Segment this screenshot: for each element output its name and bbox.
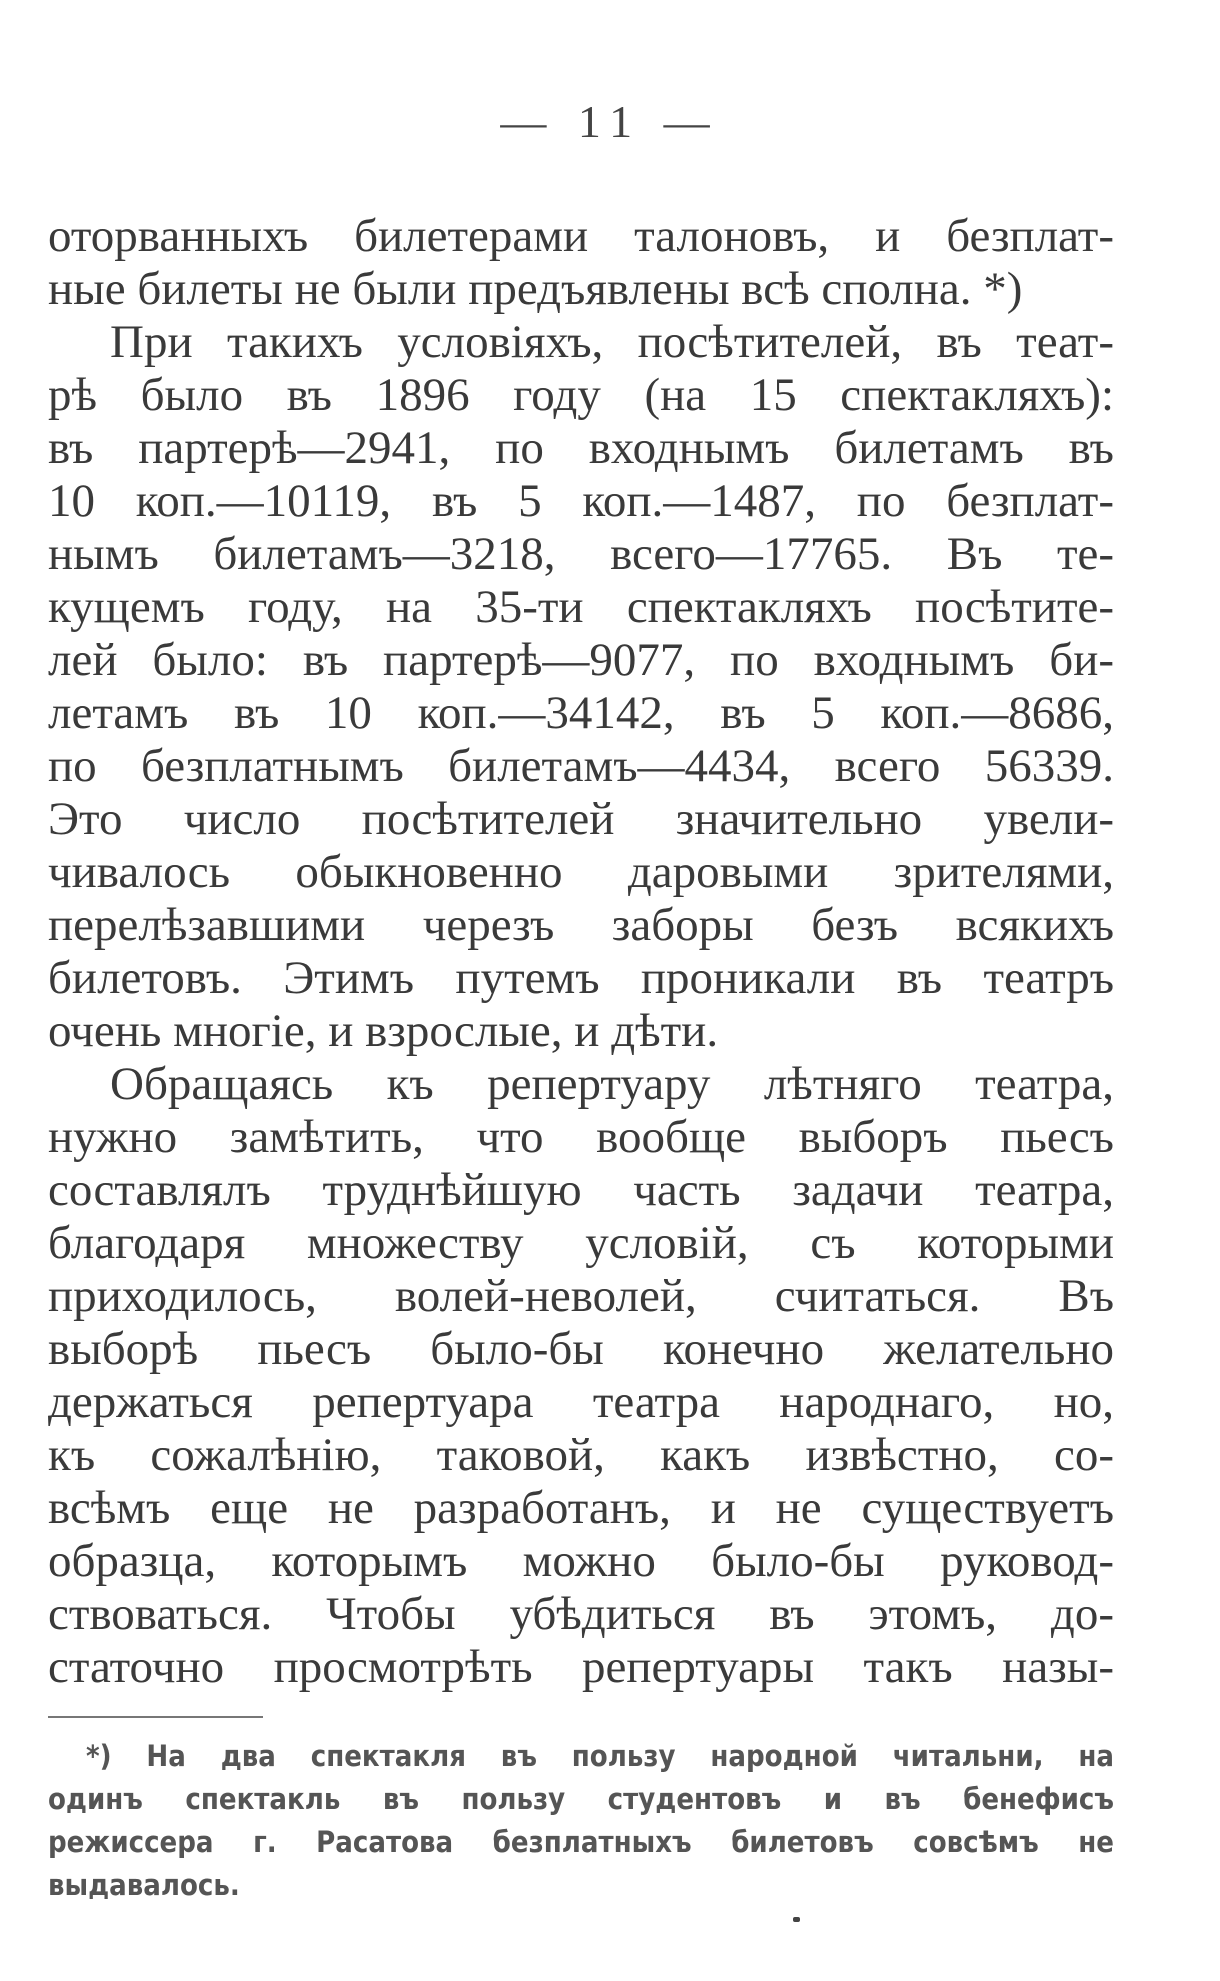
text-line: всѣмъ еще не разработанъ, и не существуетъ — [48, 1482, 1114, 1534]
footnote-divider — [48, 1716, 263, 1718]
text-line: ные билеты не были предъявлены всѣ сполна. *) — [48, 263, 1023, 315]
text-line: перелѣзавшими черезъ заборы безъ всякихъ — [48, 899, 1114, 951]
text-line: Это число посѣтителей значительно увели- — [48, 793, 1114, 845]
text-line: выборѣ пьесъ было-бы конечно желательно — [48, 1323, 1114, 1375]
text-line: образца, которымъ можно было-бы руковод- — [48, 1535, 1114, 1587]
ink-speck — [793, 1917, 800, 1922]
text-line: въ партерѣ—2941, по входнымъ билетамъ въ — [48, 422, 1114, 474]
text-line: При такихъ условіяхъ, посѣтителей, въ теат- — [110, 316, 1114, 368]
text-line: держаться репертуара театра народнаго, но, — [48, 1376, 1114, 1428]
text-line: къ сожалѣнію, таковой, какъ извѣстно, со- — [48, 1429, 1114, 1481]
footnote-line: выдавалось. — [48, 1868, 240, 1902]
text-line: благодаря множеству условій, съ которыми — [48, 1217, 1114, 1269]
text-line: лей было: въ партерѣ—9077, по входнымъ би- — [48, 634, 1114, 686]
text-line: чивалось обыкновенно даровыми зрителями, — [48, 846, 1114, 898]
page-number: — 11 — — [500, 96, 720, 147]
footnote — [48, 1735, 1114, 1907]
text-line: нужно замѣтить, что вообще выборъ пьесъ — [48, 1111, 1114, 1163]
text-line: летамъ въ 10 коп.—34142, въ 5 коп.—8686, — [48, 687, 1114, 739]
text-line: приходилось, волей-неволей, считаться. Въ — [48, 1270, 1114, 1322]
text-line: билетовъ. Этимъ путемъ проникали въ театръ — [48, 952, 1114, 1004]
text-line: составлялъ труднѣйшую часть задачи театра, — [48, 1164, 1114, 1216]
text-line: статочно просмотрѣть репертуары такъ назы- — [48, 1641, 1114, 1693]
text-line: по безплатнымъ билетамъ—4434, всего 56339. — [48, 740, 1114, 792]
text-line: Обращаясь къ репертуару лѣтняго театра, — [110, 1058, 1114, 1110]
footnote-line: режиссера г. Расатова безплатныхъ билетовъ совсѣмъ не — [48, 1825, 1114, 1859]
text-line: ствоваться. Чтобы убѣдиться въ этомъ, до- — [48, 1588, 1114, 1640]
text-line: кущемъ году, на 35-ти спектакляхъ посѣтите- — [48, 581, 1114, 633]
footnote-line: *) На два спектакля въ пользу народной читальни, на — [86, 1739, 1114, 1773]
text-line: рѣ было въ 1896 году (на 15 спектакляхъ): — [48, 369, 1114, 421]
text-line: 10 коп.—10119, въ 5 коп.—1487, по безплат- — [48, 475, 1114, 527]
main-text — [48, 210, 1114, 1694]
text-line: оторванныхъ билетерами талоновъ, и безплат- — [48, 210, 1114, 262]
text-line: нымъ билетамъ—3218, всего—17765. Въ те- — [48, 528, 1114, 580]
footnote-line: одинъ спектакль въ пользу студентовъ и въ бенефисъ — [48, 1782, 1114, 1816]
text-line: очень многіе, и взрослые, и дѣти. — [48, 1005, 719, 1057]
